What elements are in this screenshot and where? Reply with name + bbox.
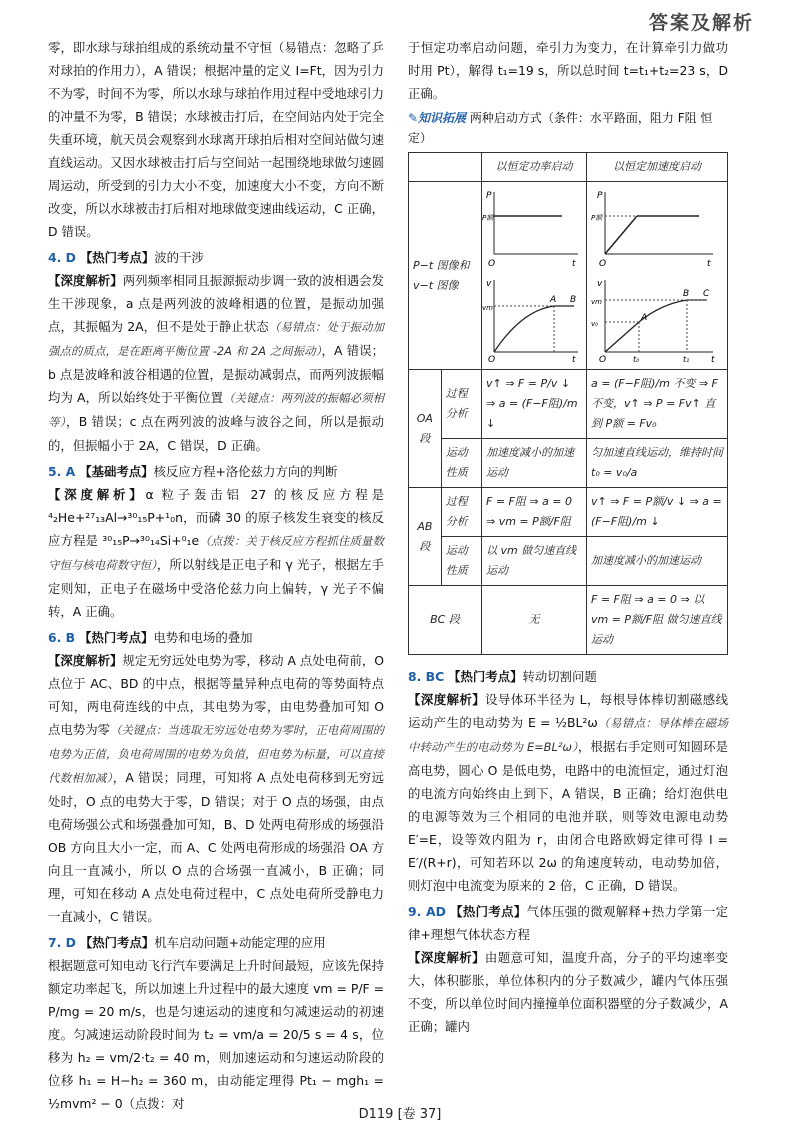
q4-note1: （易错点：处于振动加强点的质点，是在距离平衡位置 -2A 和 2A 之间振动） bbox=[48, 320, 384, 358]
pt2-origin: O bbox=[599, 259, 607, 269]
q9-topic: 气体压强的微观解释+热力学第一定律+理想气体状态方程 bbox=[408, 904, 729, 942]
q4-deep-label: 【深度解析】 bbox=[48, 273, 123, 288]
left-column bbox=[48, 36, 384, 1118]
knowledge-extension-title bbox=[408, 108, 728, 148]
vt2-x-label: t bbox=[711, 355, 715, 362]
q5-body2: ，所以射线是正电子和 γ 光子，根据左手定则知，正电子在磁场中受洛伦兹力向上偏转，γ 光子不偏转，A 正确。 bbox=[48, 557, 384, 619]
oa-motion-accel: 匀加速直线运动，维持时间 t₀ = v₀/a bbox=[587, 439, 728, 488]
graph-constant-accel-svg bbox=[587, 182, 727, 362]
bc-accel: F = F阻 ⇒ a = 0 ⇒ 以 vm = P额/F阻 做匀速直线运动 bbox=[587, 586, 728, 655]
pt2-pe-label: P额 bbox=[591, 214, 603, 222]
knowledge-extension-badge: ✎知识拓展 bbox=[408, 111, 467, 125]
pt2-y-label: P bbox=[597, 191, 603, 201]
q4-body: 两列频率相同且振源振动步调一致的波相遇会发生干涉现象，a 点是两列波的波峰相遇的位置，是振动加强点，其振幅为 2A，但不是处于静止状态 bbox=[48, 273, 385, 334]
graphs-constant-accel bbox=[587, 182, 728, 370]
row-label-oa: OA 段 bbox=[409, 370, 442, 488]
q6-body: 规定无穷远处电势为零，移动 A 点处电荷前，O 点位于 AC、BD 的中点，根据等量异种点电荷的等势面特点可知，两电荷连线的中点，其电势为零，由电势叠加可知 O 点电势为零 bbox=[48, 653, 385, 737]
pt1-y-label: P bbox=[486, 191, 492, 201]
table-row-ab-motion bbox=[409, 537, 728, 586]
q3-continuation: 零，即水球与球拍组成的系统动量不守恒（易错点：忽略了乒对球拍的作用力），A 错误；根据冲量的定义 I=Ft，因为引力不为零，时间不为零，所以水球与球拍作用过程中受地球引力的冲量不为零，B 错误；水球被击打后，在空间站内处于完全失重环境，航天员会观察到水球离开球拍后相对空间站做匀速直线运动。又因水球被击打后与空间站一起围绕地球做匀速圆周运动，所受到的引力大小不变，加速度大小不变，方向不断改变，所以水球被击打后相对地球做变速曲线运动，C 正确，D 错误。 bbox=[48, 40, 384, 239]
pt2-x-label: t bbox=[707, 259, 711, 269]
vt2-vm-label: vm bbox=[591, 298, 602, 306]
q5-note: （点拨：关于核反应方程抓住质量数守恒与核电荷数守恒） bbox=[48, 534, 384, 572]
vt2-curve bbox=[639, 300, 707, 322]
knowledge-extension-text: 两种启动方式（条件：水平路面，阻力 F阻 恒定） bbox=[408, 111, 713, 145]
q4-note2: （关键点：两列波的振幅必须相等） bbox=[48, 391, 384, 429]
vt2-b-label: B bbox=[683, 289, 690, 299]
vt1-y-label: v bbox=[486, 279, 492, 289]
label-oa-process: 过程分析 bbox=[441, 370, 481, 439]
table-row-bc bbox=[409, 586, 728, 655]
right-column bbox=[408, 36, 728, 1041]
q8-body2: ，根据右手定则可知圆环是高电势，圆心 O 是低电势，电路中的电流恒定，通过灯泡的电流方向始终由上到下，A 错误，B 正确；给灯泡供电的电源等效为三个相同的电池并联，则等效电源电动势 E′=E，设等效内阻为 r，由闭合电路欧姆定律可得 I = E′/(R+r)，可知若环以 2ω 的角速度转动，电动势加倍，则灯泡中电流变为原来的 2 倍，C 正确，D 错误。 bbox=[408, 739, 729, 893]
ab-process-power: F = F阻 ⇒ a = 0 ⇒ vm = P额/F阻 bbox=[482, 488, 587, 537]
vt2-origin: O bbox=[599, 355, 607, 362]
vt2-a-label: A bbox=[641, 313, 648, 323]
oa-process-power: v↑ ⇒ F = P/v ↓ ⇒ a = (F−F阻)/m ↓ bbox=[482, 370, 587, 439]
q9-body: 由题意可知，温度升高，分子的平均速率变大，体积膨胀，单位体积内的分子数减少，罐内气体压强不变，所以单位时间内撞撞单位面积器壁的分子数减少，A 正确；罐内 bbox=[408, 950, 729, 1034]
q5-deep-label: 【深度解析】 bbox=[48, 487, 146, 502]
q9-number: 9. AD bbox=[408, 904, 446, 919]
table-row-oa-process bbox=[409, 370, 728, 439]
q4-body2: ，A 错误；b 点是波峰和波谷相遇的位置，是振动减弱点，而两列波振幅均为 A，所以始终处于平衡位置 bbox=[48, 343, 384, 405]
q8-tag: 【热门考点】 bbox=[448, 669, 523, 684]
q5-number: 5. A bbox=[48, 464, 76, 479]
pt2-ramp-line bbox=[605, 216, 637, 254]
vt1-curve bbox=[494, 306, 574, 352]
q5-body: α 粒子轰击铝 27 的核反应方程是 ⁴₂He+²⁷₁₃Al→³⁰₁₅P+¹₀n，而磷 30 的原子核发生衰变的核反应方程是 ³⁰₁₅P→³⁰₁₄Si+⁰₁e bbox=[48, 487, 385, 548]
label-ab-motion: 运动性质 bbox=[441, 537, 481, 586]
q6-block bbox=[48, 626, 384, 928]
q7-continuation: 于恒定功率启动问题，牵引力为变力，在计算牵引力做功时用 Pt），解得 t₁=19 s，所以总时间 t=t₁+t₂=23 s，D 正确。 bbox=[408, 40, 728, 101]
vt1-origin: O bbox=[488, 355, 496, 362]
pt1-x-label: t bbox=[572, 259, 576, 269]
table-row-graphs bbox=[409, 182, 728, 370]
q6-note: （关键点：当选取无穷远处电势为零时，正电荷周围的电势为正值，负电荷周围的电势为负值，但电势为标量，可以直接代数相加减） bbox=[48, 723, 384, 785]
table-row-oa-motion bbox=[409, 439, 728, 488]
q8-deep-label: 【深度解析】 bbox=[408, 692, 486, 707]
graphs-constant-power bbox=[482, 182, 587, 370]
q7-block bbox=[48, 931, 384, 1115]
q7-number: 7. D bbox=[48, 935, 76, 950]
q9-block bbox=[408, 900, 728, 1038]
label-oa-motion: 运动性质 bbox=[441, 439, 481, 488]
q4-block bbox=[48, 246, 384, 457]
q9-deep-label: 【深度解析】 bbox=[408, 950, 485, 965]
vt1-a-label: A bbox=[550, 295, 557, 305]
table-row-ab-process bbox=[409, 488, 728, 537]
vt2-c-label: C bbox=[703, 289, 710, 299]
q7-body: 根据题意可知电动飞行汽车要满足上升时间最短，应该先保持额定功率起飞，所以加速上升过程中的最大速度 vm = P/F = P/mg = 20 m/s，也是匀速运动的速度和匀减速运动的初速度。匀减速运动阶段时间为 t₂ = vm/a = 20/5 s = 4 s，位移为 h₂ = vm/2·t₂ = 40 m，则加速运动和匀速运动阶段的位移 h₁ = H−h₂ = 360 m，由动能定理得 Pt₁ − mgh₁ = ½mvm² − 0（点拨：对 bbox=[48, 958, 384, 1111]
q5-tag: 【基础考点】 bbox=[79, 464, 154, 479]
q6-topic: 电势和电场的叠加 bbox=[153, 630, 253, 645]
q5-block bbox=[48, 460, 384, 623]
ab-process-accel: v↑ ⇒ F = P额/v ↓ ⇒ a = (F−F阻)/m ↓ bbox=[587, 488, 728, 537]
table-header-row bbox=[409, 153, 728, 182]
q6-body2: ，A 错误；同理，可知将 A 点处电荷移到无穷远处时，O 点的电势大于零，D 错误；对于 O 点的场强，由点电荷场强公式和场强叠加可知，B、D 处两电荷形成的场强沿 OB 方向且大小一定，而 A、C 处两电荷形成的场强沿 OA 方向且一直减小，所以 O 点的合场强一直减小，B 正确；同理，可知在移动 A 点处电荷过程中，C 点处电荷所受静电力一直减小，C 错误。 bbox=[48, 770, 384, 924]
page-header-title: 答案及解析 bbox=[648, 12, 754, 34]
vt2-v0-label: v₀ bbox=[591, 320, 598, 328]
q8-block bbox=[408, 665, 728, 897]
startup-comparison-table bbox=[408, 152, 728, 655]
pt1-pe-label: P额 bbox=[482, 214, 494, 222]
vt2-t0-label: t₀ bbox=[633, 355, 640, 362]
q8-body: 设导体环半径为 L，每根导体棒切割磁感线运动产生的电动势为 E = ½BL²ω bbox=[408, 692, 728, 730]
q7-topic: 机车启动问题+动能定理的应用 bbox=[154, 935, 326, 950]
ab-motion-power: 以 vm 做匀速直线运动 bbox=[482, 537, 587, 586]
q6-number: 6. B bbox=[48, 630, 76, 645]
q6-tag: 【热门考点】 bbox=[79, 630, 154, 645]
vt1-x-label: t bbox=[572, 355, 576, 362]
row-label-ab: AB 段 bbox=[409, 488, 442, 586]
vt1-b-label: B bbox=[570, 295, 577, 305]
q4-tag: 【热门考点】 bbox=[79, 250, 155, 265]
pt1-origin: O bbox=[488, 259, 496, 269]
q6-deep-label: 【深度解析】 bbox=[48, 653, 123, 668]
q4-topic: 波的干涉 bbox=[154, 250, 204, 265]
col-constant-power: 以恒定功率启动 bbox=[482, 153, 587, 182]
page-footer: D119 [卷 37] bbox=[358, 1107, 442, 1122]
vt2-t1-label: t₁ bbox=[683, 355, 690, 362]
q4-number: 4. D bbox=[48, 250, 76, 265]
graph-constant-power-svg bbox=[482, 182, 586, 362]
vt2-y-label: v bbox=[597, 279, 603, 289]
vt1-vm-label: vm bbox=[482, 304, 493, 312]
ab-motion-accel: 加速度减小的加速运动 bbox=[587, 537, 728, 586]
q8-note: （易错点：导体棒在磁场中转动产生的电动势为 E=BL²ω） bbox=[408, 716, 728, 754]
oa-process-accel: a = (F−F阻)/m 不变 ⇒ F 不变，v↑ ⇒ P = Fv↑ 直到 P额 = Fv₀ bbox=[587, 370, 728, 439]
q9-tag: 【热门考点】 bbox=[450, 904, 527, 919]
col-constant-accel: 以恒定加速度启动 bbox=[587, 153, 728, 182]
row-label-bc: BC 段 bbox=[409, 586, 482, 655]
oa-motion-power: 加速度减小的加速运动 bbox=[482, 439, 587, 488]
q8-number: 8. BC bbox=[408, 669, 445, 684]
q8-topic: 转动切割问题 bbox=[522, 669, 597, 684]
bc-power: 无 bbox=[482, 586, 587, 655]
label-ab-process: 过程分析 bbox=[441, 488, 481, 537]
row-label-graphs: P−t 图像和 v−t 图像 bbox=[409, 182, 482, 370]
q7-tag: 【热门考点】 bbox=[79, 935, 155, 950]
q4-body3: ，B 错误；c 点在两列波的波峰与波谷之间，所以是振动的，但振幅小于 2A，C 错误，D 正确。 bbox=[48, 414, 384, 453]
vt2-linear bbox=[605, 322, 639, 352]
q5-topic: 核反应方程+洛伦兹力方向的判断 bbox=[153, 464, 338, 479]
